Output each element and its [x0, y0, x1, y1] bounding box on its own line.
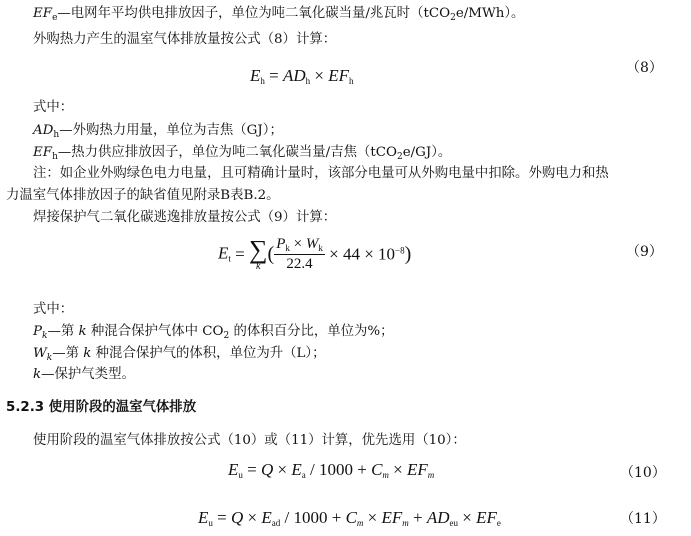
use-intro: 使用阶段的温室气体排放按公式（10）或（11）计算，优先选用（10）：	[33, 433, 466, 448]
definition-text: —外购热力用量，单位为吉焦（GJ）；	[59, 123, 283, 138]
eq11-div: / 1000 +	[280, 508, 346, 527]
sigma-symbol: ∑	[249, 234, 268, 264]
pk-definition	[33, 322, 394, 342]
definition-text: —保护气类型。	[41, 367, 135, 382]
eq9-close-paren: )	[404, 243, 412, 265]
equation-11-number: （11）	[620, 511, 666, 527]
eq9-numerator	[274, 236, 325, 255]
eq8-ad-sub: h	[305, 76, 311, 86]
where-label-1: 式中：	[33, 100, 74, 115]
symbol-sub: k	[46, 353, 53, 363]
symbol-sub: h	[52, 152, 58, 162]
symbol-sub: e	[52, 13, 58, 23]
sigma-index: k	[256, 260, 261, 272]
eq9-times: ×	[289, 236, 306, 252]
eq8-times: ×	[310, 66, 329, 85]
eq10-c-sub: m	[382, 470, 389, 480]
eq9-sum	[249, 234, 268, 272]
eq10-ef-sub: m	[427, 470, 435, 480]
equation-9-number: （9）	[626, 244, 663, 260]
definition-text: —电网年平均供电排放因子，单位为吨二氧化碳当量/兆瓦时（tCO	[57, 6, 451, 21]
wk-definition	[33, 344, 326, 364]
eq9-fraction	[274, 236, 325, 273]
eq9-lhs: E	[218, 243, 229, 263]
eq10-ef: EF	[407, 460, 428, 479]
equation-11	[198, 508, 501, 528]
eq11-q: Q	[230, 508, 244, 527]
eq8-ad: AD	[282, 66, 306, 85]
eq11-lhs-sub: u	[208, 518, 213, 528]
definition-text: 种混合保护气体中 CO	[86, 324, 224, 339]
definition-text: 种混合保护气的体积，单位为升（L）；	[91, 346, 326, 361]
co2-sub: 2	[223, 331, 230, 341]
co2-sub: 2	[450, 13, 456, 23]
eq8-equals: =	[264, 66, 283, 85]
eq8-ef-sub: h	[349, 76, 354, 86]
eq11-efe-sub: e	[496, 518, 501, 528]
symbol-w: W	[33, 346, 47, 361]
eq11-lhs: E	[198, 508, 209, 527]
symbol-p: P	[33, 324, 43, 339]
eq9-denominator: 22.4	[286, 256, 313, 272]
eq11-efe: EF	[476, 508, 497, 527]
weld-intro: 焊接保护气二氧化碳逃逸排放量按公式（9）计算：	[33, 210, 337, 225]
eq9-p-sub: k	[285, 243, 290, 253]
eq10-lhs-sub: u	[238, 470, 243, 480]
eq10-c: C	[371, 460, 383, 479]
heat-intro: 外购热力产生的温室气体排放量按公式（8）计算：	[33, 32, 337, 47]
eq9-exponent: −8	[395, 245, 405, 256]
eq10-div: / 1000 +	[305, 460, 372, 479]
unit-text: e/GJ）。	[402, 145, 452, 160]
equation-8	[250, 66, 354, 86]
symbol-ef: EF	[33, 145, 53, 160]
symbol-ad: AD	[33, 123, 54, 138]
co2-sub: 2	[396, 152, 403, 162]
eq10-q: Q	[260, 460, 274, 479]
eq11-ef: EF	[381, 508, 403, 527]
eq9-p: P	[276, 236, 286, 252]
eq11-times: ×	[243, 508, 262, 527]
equation-10-number: （10）	[620, 465, 666, 481]
eq8-ef: EF	[328, 66, 350, 85]
eq11-equals: =	[212, 508, 231, 527]
note-line-2: 力温室气体排放因子的缺省值见附录B表B.2。	[6, 188, 280, 203]
unit-text: e/MWh）。	[455, 6, 525, 21]
eq10-ea-sub: a	[301, 470, 306, 480]
note-line-1: 注：如企业外购绿色电力电量，且可精确计量时，该部分电量可从外购电量中扣除。外购电力和热	[33, 166, 609, 181]
eq9-open-paren: (	[267, 243, 275, 265]
eq11-ef-sub: m	[402, 518, 409, 528]
eq11-ead: E	[261, 508, 272, 527]
symbol-k: k	[83, 346, 92, 361]
definition-text: —第	[52, 346, 84, 361]
equation-10	[228, 460, 434, 480]
k-definition	[33, 365, 135, 385]
definition-text: —第	[47, 324, 79, 339]
equation-8-number: （8）	[626, 60, 663, 76]
eq11-c: C	[345, 508, 357, 527]
eq11-c-sub: m	[356, 518, 364, 528]
eq11-times-3: ×	[458, 508, 477, 527]
definition-text: —热力供应排放因子，单位为吨二氧化碳当量/吉焦（tCO	[57, 145, 397, 160]
unit-text: 的体积百分比，单位为%；	[229, 324, 394, 339]
equation-9	[218, 236, 411, 273]
eq11-ad-sub: eu	[449, 518, 459, 528]
eq10-lhs: E	[228, 460, 239, 479]
eq11-plus: +	[408, 508, 427, 527]
eq11-ad: AD	[426, 508, 450, 527]
eq8-lhs-sub: h	[260, 76, 265, 86]
section-heading: 5.2.3 使用阶段的温室气体排放	[6, 400, 197, 415]
eq10-equals: =	[242, 460, 261, 479]
eq9-tail: × 44 × 10	[324, 244, 396, 264]
eq9-equals: =	[230, 244, 249, 264]
where-label-2: 式中：	[33, 302, 74, 317]
symbol-sub: h	[53, 130, 60, 140]
efh-definition	[33, 143, 451, 163]
adh-definition	[33, 121, 283, 141]
eq11-ead-sub: ad	[271, 518, 281, 528]
symbol-k: k	[78, 324, 87, 339]
symbol-ef: EF	[33, 6, 53, 21]
eq10-times: ×	[273, 460, 292, 479]
eq10-times-2: ×	[388, 460, 407, 479]
efe-definition	[33, 4, 524, 24]
eq8-lhs: E	[250, 66, 261, 85]
symbol-sub: k	[42, 331, 48, 341]
eq9-lhs-sub: t	[228, 253, 231, 264]
symbol-k: k	[33, 367, 42, 382]
eq9-w: W	[305, 236, 319, 252]
eq11-times-2: ×	[363, 508, 382, 527]
eq9-w-sub: k	[318, 243, 323, 253]
eq10-ea: E	[291, 460, 302, 479]
